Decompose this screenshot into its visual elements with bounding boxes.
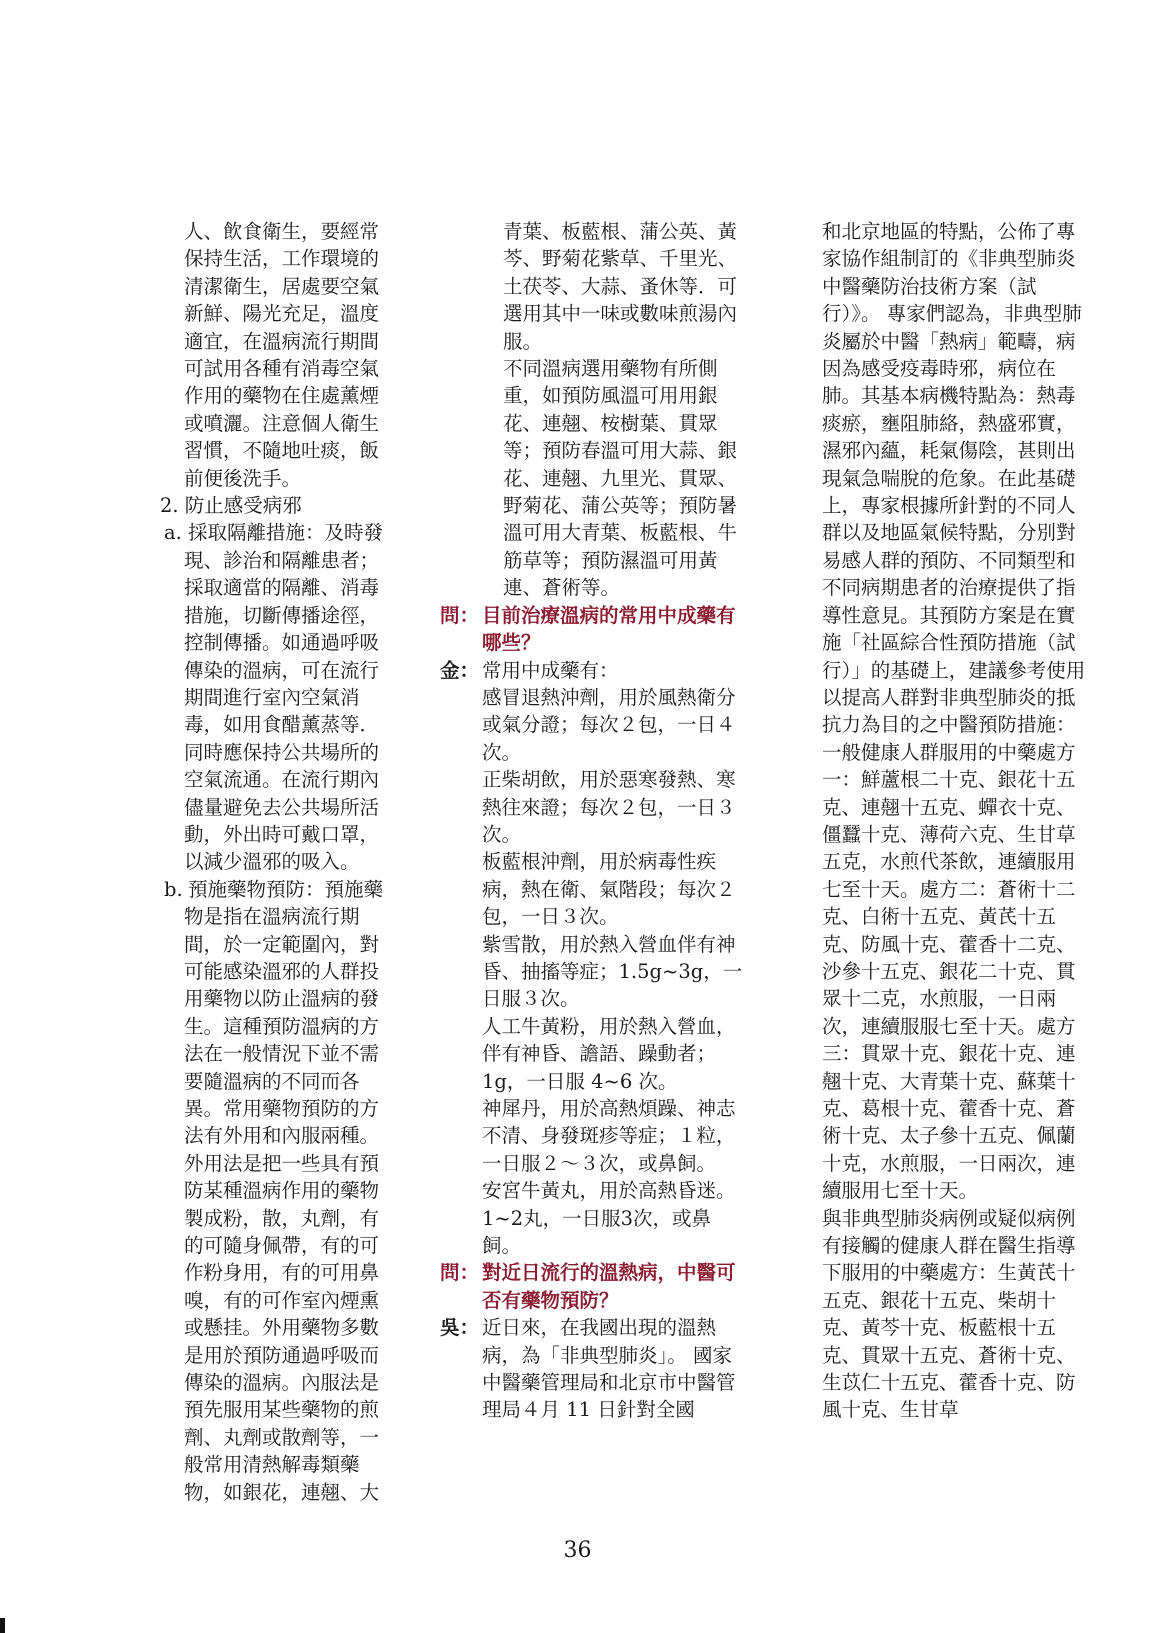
herb-selection-paragraph: 不同溫病選用藥物有所側重，如預防風溫可用用銀花、連翹、桉樹葉、貫眾等；預防春溫可用大蒜、銀花、連翹、九里光、貫眾、野菊花、蒲公英等；預防暑溫可用大青葉、板藍根、牛筋草等；預防濕溫可用黃連、蒼術等。: [503, 357, 738, 600]
column-3: [822, 218, 1092, 1424]
list-text-b: 預施藥物預防：預施藥物是指在溫病流行期間，於一定範圍內，對可能感染溫邪的人群投用藥物以防止溫病的發生。這種預防溫病的方法在一般情況下並不需要隨溫病的不同而各異。常用藥物預防的方法有外用和內服兩種。: [184, 877, 384, 1148]
column-2: [440, 218, 746, 1424]
answer-tag: 吳：: [440, 1316, 480, 1340]
answer-1: [440, 657, 746, 1260]
drug-item: 板藍根沖劑，用於病毒性疾病，熱在衛、氣階段；每次２包，一日３次。: [482, 850, 736, 929]
prevention-plan-paragraph: 和北京地區的特點，公佈了專家協作組制訂的《非典型肺炎中醫藥防治技術方案（試行）》。 專家們認為，非典型肺炎屬於中醫「熱病」範疇，病因為感受疫毒時邪，病位在肺。其基本病機特點為：熱毒痰瘀，壅阻肺絡，熱盛邪實，濕邪內蘊，耗氣傷陰，甚則出現氣急喘脫的危象。在此基礎上，專家根據所針對的不同人群以及地區氣候特點，分別對易感人群的預防、不同類型和不同病期患者的治療提供了指導性意見。其預防方案是在實施「社區綜合性預防措施（試行）」的基礎上，建議參考使用以提高人群對非典型肺炎的抵抗力為目的之中醫預防措施：一般健康人群服用的中藥處方一：鮮蘆根二十克、銀花十五克、連翹十五克、蟬衣十克、僵蠶十克、薄荷六克、生甘草五克，水煎代茶飲，連續服用七至十天。處方二：蒼術十二克、白術十五克、黃芪十五克、防風十克、藿香十二克、沙參十五克、銀花二十克、貫眾十二克，水煎服，一日兩次，連續服服七至十天。處方三：貫眾十克、銀花十克、連翹十克、大青葉十克、蘇葉十克、葛根十克、藿香十克、蒼術十克、太子參十五克、佩蘭十克，水煎服，一日兩次，連續服用七至十天。: [822, 220, 1086, 1203]
question-2: [440, 1259, 746, 1314]
answer-tag: 金：: [440, 658, 480, 682]
list-text-a: 採取隔離措施：及時發現、診治和隔離患者；採取適當的隔離、消毒措施，切斷傳播途徑，控制傳播。如通過呼吸傳染的溫病，可在流行期間進行室內空氣消毒，如用食醋薰蒸等．同時應保持公共場所的空氣流通。在流行期內儘量避免去公共場所活動，外出時可戴口罩，以減少溫邪的吸入。: [184, 521, 384, 874]
section-heading-prevent-infection: 2. 防止感受病邪: [160, 494, 302, 518]
page-number: 36: [563, 1538, 592, 1563]
scan-edge-mark: [0, 1618, 5, 1633]
list-item-a: [140, 519, 398, 875]
drug-item: 感冒退熱沖劑，用於風熱衛分或氣分證；每次２包，一日４次。: [482, 685, 736, 764]
drug-item: 安宮牛黃丸，用於高熱昏迷。1~2丸，一日服3次，或鼻飼。: [482, 1179, 736, 1258]
drug-item: 正柴胡飲，用於惡寒發熱、寒熱往來證；每次２包，一日３次。: [482, 768, 736, 846]
drug-item: 紫雪散，用於熱入營血伴有神昏、抽搐等症；1.5g~3g，一日服３次。: [482, 932, 743, 1011]
intro-paragraph: 人、飲食衛生，要經常保持生活，工作環境的清潔衛生，居處要空氣新鮮、陽光充足，溫度適宜，在溫病流行期間可試用各種有消毒空氣作用的藥物在住處薰煙或噴灑。注意個人衛生習慣，不隨地吐痰，飯前便後洗手。: [184, 220, 380, 490]
list-label-b: b.: [164, 877, 183, 901]
question-text: 目前治療溫病的常用中成藥有哪些？: [482, 603, 736, 655]
answer-text: 近日來，在我國出現的溫熱病，為「非典型肺炎」。 國家中醫藥管理局和北京市中醫管理局４月 11 日針對全國: [482, 1316, 736, 1422]
contact-group-paragraph: 與非典型肺炎病例或疑似病例有接觸的健康人群在醫生指導下服用的中藥處方：生黃芪十五克、銀花十五克、柴胡十克、黃芩十克、板藍根十五克、貫眾十五克、蒼術十克、生苡仁十五克、藿香十克、防風十克、生甘草: [822, 1206, 1076, 1422]
list-label-a: a.: [164, 521, 182, 545]
answer-2: [440, 1314, 746, 1424]
column-1: [140, 218, 398, 1506]
herb-list-continued: 青葉、板藍根、蒲公英、黃芩、野菊花紫草、千里光、土茯苓、大蒜、蚤休等．可選用其中一味或數味煎湯內服。: [503, 220, 738, 353]
answer-body: [482, 657, 746, 1260]
question-1: [440, 602, 746, 657]
external-use-paragraph: 外用法是把一些具有預防某種溫病作用的藥物製成粉，散，丸劑，有的可隨身佩帶，有的可作粉身用，有的可用鼻嗅，有的可作室內煙熏或懸挂。外用藥物多數是用於預防通過呼吸而傳染的溫病。內服法是預先服用某些藥物的煎劑、丸劑或散劑等，一般常用清熱解毒類藥物，如銀花，連翹、大: [184, 1151, 380, 1504]
question-tag: 問：: [440, 603, 480, 627]
drug-item: 神犀丹，用於高熱煩躁、神志不清、身發斑疹等症；１粒，一日服２～３次，或鼻飼。: [482, 1097, 736, 1175]
question-tag: 問：: [440, 1261, 480, 1285]
answer-intro: 常用中成藥有：: [482, 658, 619, 682]
list-item-b: [140, 876, 398, 1150]
drug-item: 人工牛黃粉，用於熱入營血，伴有神昏、譫語、躁動者；1g，一日服 4~6 次。: [482, 1014, 736, 1093]
question-text: 對近日流行的溫熱病，中醫可否有藥物預防？: [482, 1261, 736, 1312]
